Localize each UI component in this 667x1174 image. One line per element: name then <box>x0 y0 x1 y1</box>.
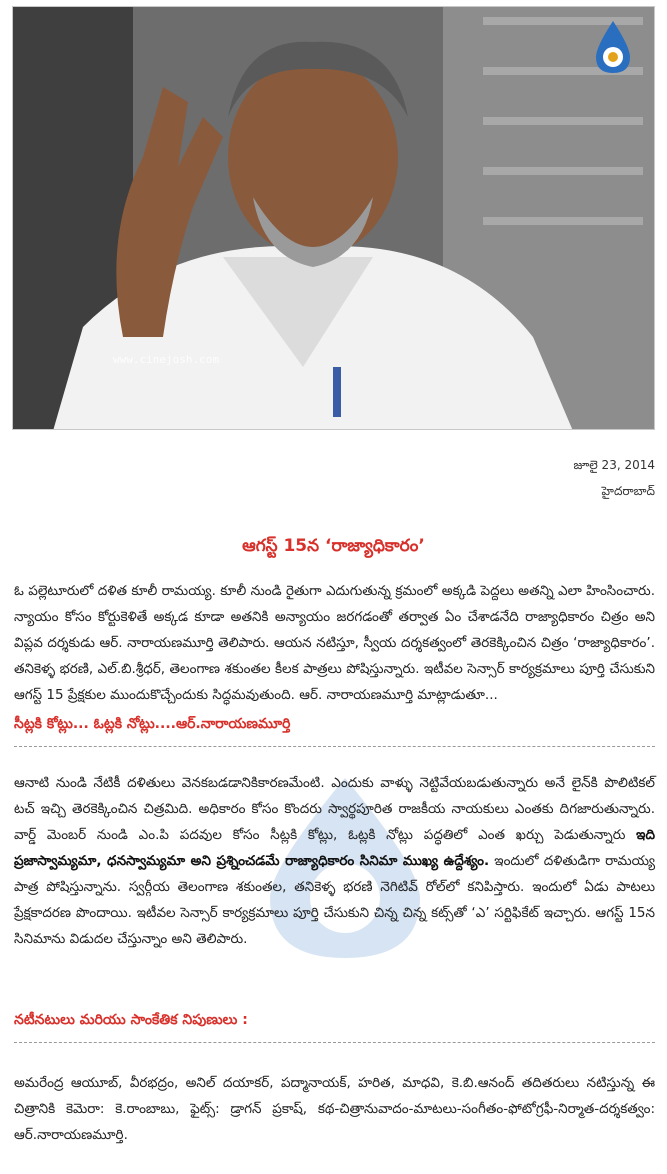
quote-heading: సీట్లకి కోట్లు... ఓట్లకి నోట్లు....ఆర్.నారాయణమూర్తి <box>14 716 291 732</box>
credits-paragraph: అమరేంద్ర ఆయూబ్, వీరభద్రం, అనిల్ దయాకర్, పద్మానాయక్, హరిత, మాధవి, కె.బి.ఆనంద్ తదితరులు నటిస్తున్న ఈ చిత్రానికి కెమెరా: కె.రాంబాబు, ఫైట్స్: డ్రాగన్ ప్రకాష్, కథ-చిత్రానువాదం-మాటలు-సంగీతం-ఫోటోగ్రఫీ-నిర్మాత-దర్శకత్వం: ఆర్.నారాయణమూర్తి. <box>14 1075 655 1143</box>
cinejosh-drop-logo-icon <box>590 19 636 75</box>
section-divider <box>14 1042 655 1043</box>
body-paragraph <box>14 770 655 952</box>
actor-portrait-illustration <box>13 7 655 430</box>
article-location: హైదరాబాద్ <box>601 484 655 498</box>
intro-paragraph: ఓ పల్లెటూరులో దళిత కూలీ రామయ్య. కూలీ నుండి రైతుగా ఎదుగుతున్న క్రమంలో అక్కడి పెద్దలు అతన్ని ఎలా హింసించారు. న్యాయం కోసం కోర్టుకెళితే అక్కడ కూడా అతనికి అన్యాయం జరగడంతో తర్వాత ఏం చేశాడనేది రాజ్యాధికారం చిత్రం అని విప్లవ దర్శకుడు ఆర్. నారాయణమూర్తి తెలిపారు. ఆయన నటిస్తూ, స్వీయ దర్శకత్వంలో తెరకెక్కించిన చిత్రం ‘రాజ్యాధికారం’. తనికెళ్ళ భరణి, ఎల్.బి.శ్రీధర్, తెలంగాణ శకుంతల కీలక పాత్రలు పోషిస్తున్నారు. ఇటీవల సెన్సార్ కార్యక్రమాలు పూర్తి చేసుకుని ఆగస్ట్ 15 ప్రేక్షకుల ముందుకొచ్చేందుకు సిద్ధమవుతుంది. ఆర్. నారాయణమూర్తి మాట్లాడుతూ... <box>14 583 655 703</box>
article-title: ఆగస్ట్ 15న ‘రాజ్యాధికారం’ <box>242 536 425 556</box>
article-meta <box>573 452 655 504</box>
section-divider <box>14 746 655 747</box>
body-text-emphasis: ఇది ప్రజాస్వామ్యమా, ధనస్వామ్యమా అని ప్రశ్నించడమే రాజ్యాధికారం సినిమా ముఖ్య ఉద్దేశ్యం. <box>14 827 655 869</box>
article-photo <box>12 6 655 430</box>
body-text-start: ఆనాటి నుండి నేటికీ దళితులు వెనకబడడానికికారణమేంటి. ఎందుకు వాళ్ళు నెట్టివేయబడుతున్నారు అనే లైన్‌కి పొలిటికల్ టచ్ ఇచ్చి తెరకెక్కించిన చిత్రమిది. అధికారం కోసం కొందరు స్వార్థపూరిత రాజకీయ నాయకులు ఎంతకు దిగజారుతున్నారు. వార్డ్ మెంబర్ నుండి ఎం.పి పదవుల కోసం సీట్లకి కోట్లు, ఓట్లకి నోట్లు పద్ధతిలో ఎంత ఖర్చు పెడుతున్నారు <box>14 775 655 843</box>
photo-watermark: www.cinejosh.com <box>113 353 219 366</box>
credits-heading: నటీనటులు మరియు సాంకేతిక నిపుణులు : <box>14 1012 248 1028</box>
article-date: జూలై 23, 2014 <box>573 458 655 472</box>
body-text-end: ఇందులో దళితుడిగా రామయ్య పాత్ర పోషిస్తున్నాను. స్వర్గీయ తెలంగాణ శకుంతల, తనికెళ్ళ భరణి నెగిటివ్ రోల్‌లో కనిపిస్తారు. ఇందులో ఏడు పాటలు ప్రేక్షకాదరణ పొందాయి. ఇటీవల సెన్సార్ కార్యక్రమాలు పూర్తి చేసుకుని చిన్న చిన్న కట్స్‌తో ‘ఎ’ సర్టిఫికేట్ ఇచ్చారు. ఆగస్ట్ 15న సినిమాను విడుదల చేస్తున్నాం అని తెలిపారు. <box>14 853 656 947</box>
